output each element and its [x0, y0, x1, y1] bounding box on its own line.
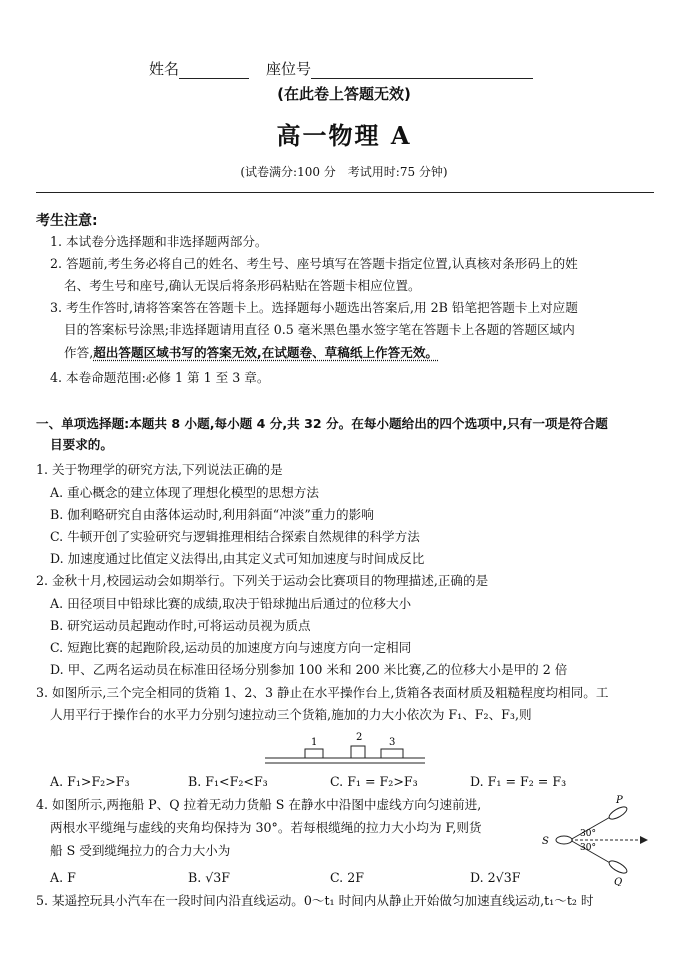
q1-option-b: B. 伽利略研究自由落体运动时,利用斜面“冲淡”重力的影响 [50, 507, 374, 522]
q4-option-c: C. 2F [330, 870, 364, 885]
q4-label-q: Q [614, 877, 623, 886]
q1-option-a: A. 重心概念的建立体现了理想化模型的思想方法 [50, 485, 319, 500]
q3-label-2: 2 [356, 732, 363, 743]
q4-angle-upper: 30° [580, 829, 596, 839]
q1-stem: 1. 关于物理学的研究方法,下列说法正确的是 [36, 462, 283, 477]
q3-option-b: B. F₁<F₂<F₃ [188, 774, 268, 789]
section-1-heading-line1: 一、单项选择题:本题共 8 小题,每小题 4 分,共 32 分。在每小题给出的四个选项中,只有一项是符合题 [36, 416, 608, 431]
q4-option-a: A. F [50, 870, 76, 885]
exam-info: (试卷满分:100 分 考试用时:75 分钟) [240, 165, 448, 179]
q3-stem-line1: 3. 如图所示,三个完全相同的货箱 1、2、3 静止在水平操作台上,货箱各表面材质及粗糙程度均相同。工 [36, 685, 609, 700]
q3-crate-2 [351, 746, 365, 758]
invalid-notice: (在此卷上答题无效) [277, 85, 411, 103]
notice-title: 考生注意: [36, 213, 98, 229]
q2-option-d: D. 甲、乙两名运动员在标准田径场分别参加 100 米和 200 米比赛,乙的位移大小是甲的 2 倍 [50, 662, 568, 677]
q2-option-a: A. 田径项目中铅球比赛的成绩,取决于铅球抛出后通过的位移大小 [50, 596, 412, 611]
name-field [149, 58, 249, 79]
q4-stem-line3: 船 S 受到缆绳拉力的合力大小为 [50, 843, 231, 858]
q4-tug-q [607, 859, 628, 876]
q2-stem: 2. 金秋十月,校园运动会如期举行。下列关于运动会比赛项目的物理描述,正确的是 [36, 573, 489, 588]
q2-option-c: C. 短跑比赛的起跑阶段,运动员的加速度方向与速度方向一定相同 [50, 640, 412, 655]
notice-item-4: 4. 本卷命题范围:必修 1 第 1 至 3 章。 [50, 370, 270, 385]
q3-option-a: A. F₁>F₂>F₃ [50, 774, 130, 789]
q4-label-p: P [616, 795, 623, 806]
q4-stem-line2: 两根水平缆绳与虚线的夹角均保持为 30°。若每根缆绳的拉力大小均为 F,则货 [50, 820, 482, 835]
q3-stem-line2: 人用平行于操作台的水平力分别匀速拉动三个货箱,施加的力大小依次为 F₁、F₂、F₃,则 [50, 707, 532, 722]
q4-option-d: D. 2√3F [470, 870, 521, 885]
q3-option-c: C. F₁ = F₂>F₃ [330, 774, 418, 789]
q5-stem-line1: 5. 某遥控玩具小汽车在一段时间内沿直线运动。0～t₁ 时间内从静止开始做匀加速直线运动,t₁～t₂ 时 [36, 893, 594, 908]
seat-blank [311, 64, 533, 79]
q3-option-d: D. F₁ = F₂ = F₃ [470, 774, 567, 789]
q3-figure [265, 730, 425, 768]
notice-item-2-line1: 2. 答题前,考生务必将自己的姓名、考生号、座号填写在答题卡指定位置,认真核对条形码上的姓 [50, 256, 578, 271]
q2-option-b: B. 研究运动员起跑动作时,可将运动员视为质点 [50, 618, 311, 633]
q4-label-s: S [542, 836, 549, 847]
notice-emphasis: 超出答题区域书写的答案无效,在试题卷、草稿纸上作答无效。 [93, 345, 439, 360]
q4-angle-lower: 30° [580, 843, 596, 853]
notice-item-3-prefix: 作答, [64, 345, 94, 360]
name-blank [179, 64, 249, 79]
q4-stem-line1: 4. 如图所示,两拖船 P、Q 拉着无动力货船 S 在静水中沿图中虚线方向匀速前进, [36, 797, 482, 812]
section-1-heading-line2: 目要求的。 [50, 437, 113, 452]
q4-tug-p [607, 805, 628, 822]
notice-item-1: 1. 本试卷分选择题和非选择题两部分。 [50, 234, 268, 249]
top-divider [36, 192, 654, 193]
q4-option-b: B. √3F [188, 870, 231, 885]
seat-label: 座位号 [266, 60, 312, 78]
q4-figure [536, 794, 654, 886]
q3-crate-3 [381, 749, 403, 758]
name-label: 姓名 [149, 60, 180, 78]
q3-label-3: 3 [389, 737, 396, 748]
notice-item-3-line1: 3. 考生作答时,请将答案答在答题卡上。选择题每小题选出答案后,用 2B 铅笔把答题卡上对应题 [50, 300, 578, 315]
q1-option-c: C. 牛顿开创了实验研究与逻辑推理相结合探索自然规律的科学方法 [50, 529, 420, 544]
page-title: 高一物理 A [276, 121, 412, 150]
q4-ship-s [556, 836, 572, 844]
q4-direction-arrow [640, 836, 648, 844]
q1-option-d: D. 加速度通过比值定义法得出,由其定义式可知加速度与时间成反比 [50, 551, 425, 566]
seat-field [266, 58, 533, 79]
notice-item-2-line2: 名、考生号和座号,确认无误后将条形码粘贴在答题卡相应位置。 [64, 278, 421, 293]
q3-crate-1 [305, 749, 323, 758]
q3-label-1: 1 [311, 737, 318, 748]
notice-item-3-line2: 目的答案标号涂黑;非选择题请用直径 0.5 毫米黑色墨水签字笔在答题卡上各题的答题区域内 [64, 322, 575, 337]
notice-item-3-line3 [64, 345, 438, 361]
